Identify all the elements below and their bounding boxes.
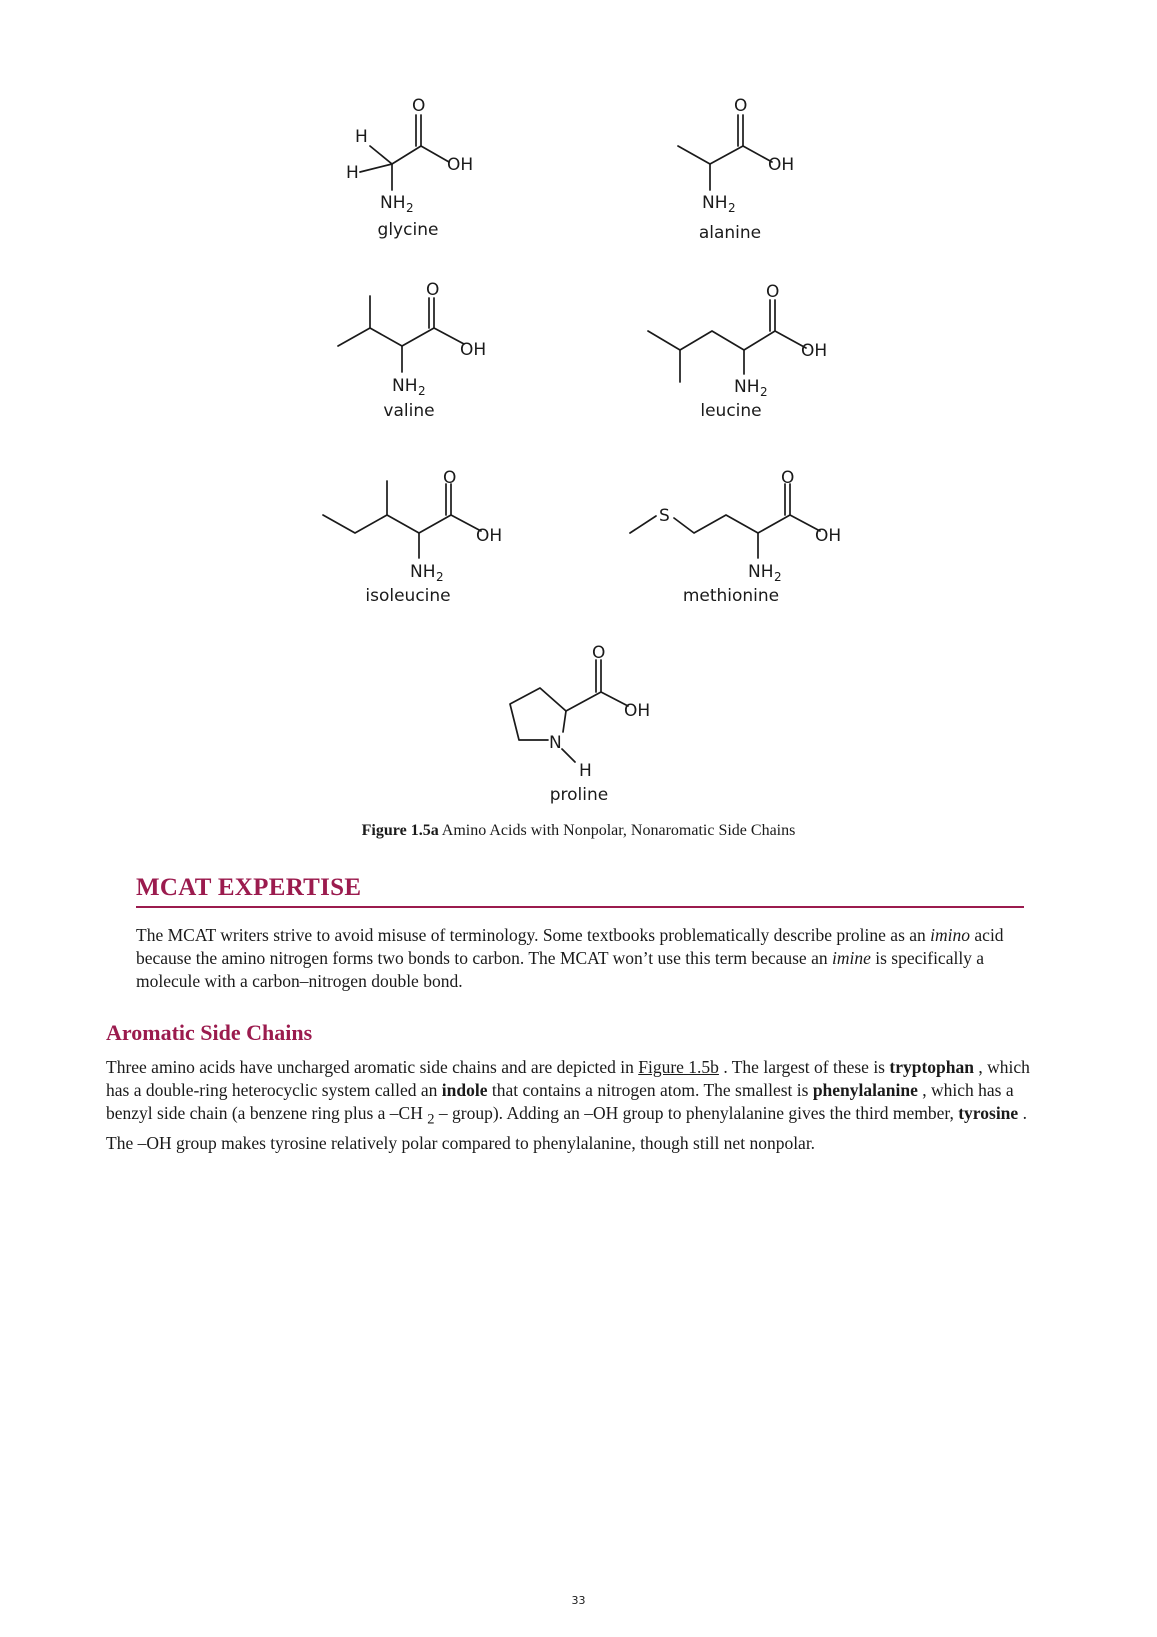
text-run: The MCAT writers strive to avoid misuse of terminology. Some textbooks problematically describe proline as an	[136, 925, 931, 945]
page-number: 33	[571, 1594, 586, 1607]
atom-sub: 2	[436, 570, 444, 584]
atom-o: O	[781, 468, 795, 488]
atom-sub: 2	[760, 385, 768, 399]
atom-o: O	[766, 282, 780, 302]
structure-alanine	[678, 96, 794, 243]
atom-n: N	[549, 733, 562, 753]
subscript: 2	[427, 1111, 435, 1128]
name-alanine: alanine	[698, 223, 762, 243]
atom-h: H	[355, 127, 368, 147]
name-leucine: leucine	[700, 401, 762, 421]
figure-label: Figure 1.5a	[361, 822, 439, 839]
figure-link[interactable]: Figure 1.5b	[638, 1057, 719, 1077]
structure-isoleucine	[323, 468, 502, 606]
atom-sub: 2	[774, 570, 782, 584]
term-indole: indole	[441, 1080, 488, 1100]
term-phenylalanine: phenylalanine	[812, 1080, 918, 1100]
atom-nh: NH	[702, 193, 728, 213]
section-paragraph	[106, 1056, 1056, 1155]
atom-h: H	[346, 163, 359, 183]
text-run: that contains a nitrogen atom. The smallest is	[487, 1080, 813, 1100]
atom-o: O	[443, 468, 457, 488]
atom-h: H	[579, 761, 592, 781]
structure-valine	[338, 280, 486, 421]
atom-oh: OH	[447, 155, 474, 175]
expertise-heading: MCAT EXPERTISE	[136, 874, 362, 901]
structure-methionine	[630, 468, 841, 606]
text-run: Three amino acids have uncharged aromatic side chains and are depicted in	[106, 1057, 639, 1077]
expertise-paragraph	[136, 924, 1036, 993]
name-glycine: glycine	[377, 220, 439, 240]
name-methionine: methionine	[682, 586, 780, 606]
term-tryptophan: tryptophan	[889, 1057, 974, 1077]
name-proline: proline	[549, 785, 609, 805]
atom-nh: NH	[748, 562, 774, 582]
structure-proline	[510, 643, 650, 805]
atom-sub: 2	[728, 201, 736, 215]
expertise-divider	[136, 906, 1024, 908]
name-isoleucine: isoleucine	[365, 586, 451, 606]
text-run: , which has a double-ring heterocyclic system called an	[106, 1057, 1030, 1100]
text-run: , which has a benzyl side chain (a benzene ring plus a –CH	[106, 1080, 1014, 1123]
text-run: acid because the amino nitrogen forms two bonds to carbon. The MCAT won’t use this term because an	[136, 925, 1004, 968]
atom-oh: OH	[801, 341, 828, 361]
term-tyrosine: tyrosine	[958, 1103, 1019, 1123]
atom-oh: OH	[624, 701, 651, 721]
atom-s: S	[659, 506, 670, 526]
section-heading: Aromatic Side Chains	[106, 1020, 313, 1045]
atom-nh: NH	[734, 377, 760, 397]
emphasis-imino: imino	[930, 925, 971, 945]
atom-oh: OH	[815, 526, 842, 546]
emphasis-imine: imine	[831, 948, 871, 968]
text-run: . The largest of these is	[718, 1057, 890, 1077]
atom-oh: OH	[768, 155, 795, 175]
atom-o: O	[734, 96, 748, 116]
structure-glycine	[346, 96, 473, 240]
atom-o: O	[426, 280, 440, 300]
atom-sub: 2	[418, 384, 426, 398]
atom-o: O	[592, 643, 606, 663]
atom-nh: NH	[410, 562, 436, 582]
figure-caption-text: Amino Acids with Nonpolar, Nonaromatic Side Chains	[438, 822, 796, 839]
figure-caption	[0, 822, 1157, 840]
atom-oh: OH	[476, 526, 503, 546]
atom-nh: NH	[392, 376, 418, 396]
text-run: . The –OH group makes tyrosine relatively polar compared to phenylalanine, though still net nonpolar.	[106, 1103, 1027, 1153]
text-run: – group). Adding an –OH group to phenylalanine gives the third member,	[434, 1103, 959, 1123]
atom-o: O	[412, 96, 426, 116]
atom-nh: NH	[380, 193, 406, 213]
text-run: is specifically a molecule with a carbon–nitrogen double bond.	[136, 948, 985, 991]
structure-leucine	[648, 282, 827, 421]
name-valine: valine	[383, 401, 435, 421]
atom-sub: 2	[406, 201, 414, 215]
atom-oh: OH	[460, 340, 487, 360]
